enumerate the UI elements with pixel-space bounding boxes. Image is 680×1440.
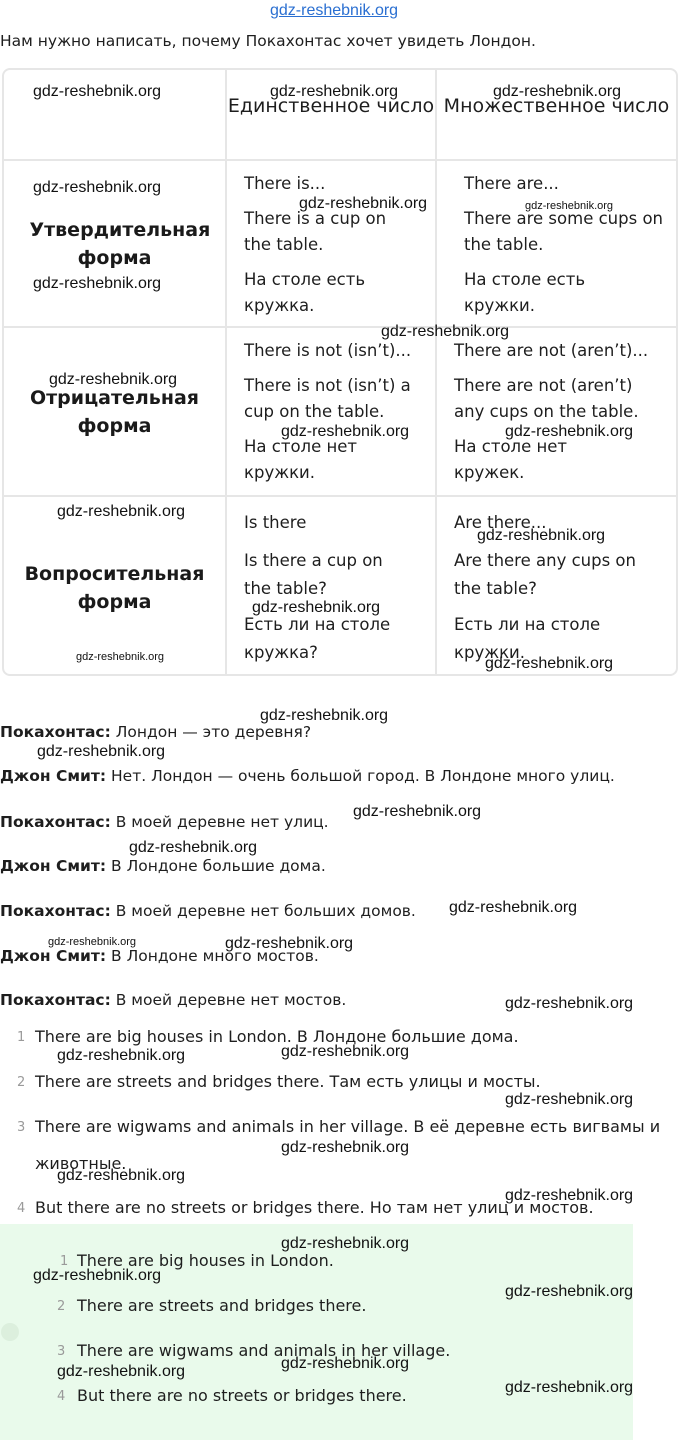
- dialogue-line: [0, 813, 329, 831]
- plural-cell: [437, 497, 676, 676]
- pattern: There is...: [244, 174, 326, 193]
- pattern: There are...: [464, 174, 559, 193]
- final-answer-text: There are big houses in London.: [77, 1251, 334, 1270]
- watermark: gdz-reshebnik.org: [281, 1235, 410, 1252]
- example-ru: Есть ли на столе кружка?: [244, 615, 391, 662]
- watermark: gdz-reshebnik.org: [281, 423, 410, 440]
- watermark: gdz-reshebnik.org: [270, 83, 399, 100]
- example-en: There are not (aren’t) any cups on the table.: [454, 376, 639, 421]
- form-cell: [4, 497, 227, 676]
- watermark: gdz-reshebnik.org: [299, 195, 428, 212]
- form-name-affirmative: Утвердительная форма: [29, 218, 211, 269]
- example-en: There is not (isn’t) a cup on the table.: [244, 376, 411, 421]
- watermark: gdz-reshebnik.org: [260, 707, 389, 724]
- pattern: There are not (aren’t)...: [454, 341, 649, 360]
- watermark: gdz-reshebnik.org: [505, 1091, 634, 1108]
- example-en: Are there any cups on the table?: [454, 551, 636, 598]
- singular-cell: [227, 328, 437, 495]
- watermark: gdz-reshebnik.org: [493, 83, 622, 100]
- form-name-question: Вопросительная форма: [24, 562, 205, 613]
- intro-text: Нам нужно написать, почему Покахонтас хочет увидеть Лондон.: [0, 32, 536, 50]
- watermark: gdz-reshebnik.org: [505, 1187, 634, 1204]
- answer-number: 1: [17, 1030, 26, 1045]
- watermark: gdz-reshebnik.org: [353, 803, 482, 820]
- line-text: В Лондоне большие дома.: [106, 857, 326, 875]
- answer-number: 4: [17, 1201, 26, 1216]
- form-cell: [4, 328, 227, 495]
- final-answer-text: There are streets and bridges there.: [77, 1296, 367, 1315]
- watermark: gdz-reshebnik.org: [57, 503, 186, 520]
- watermark: gdz-reshebnik.org: [381, 323, 510, 340]
- watermark-top-link[interactable]: gdz-reshebnik.org: [270, 2, 399, 19]
- watermark: gdz-reshebnik.org: [485, 655, 614, 672]
- speaker: Покахонтас:: [0, 813, 111, 831]
- watermark: gdz-reshebnik.org: [76, 651, 165, 663]
- answer-number: 2: [17, 1075, 26, 1090]
- watermark: gdz-reshebnik.org: [505, 1283, 634, 1300]
- speaker: Покахонтас:: [0, 991, 111, 1009]
- speaker: Джон Смит:: [0, 857, 107, 875]
- answer-text: There are streets and bridges there. Там есть улицы и мосты.: [35, 1072, 541, 1091]
- watermark: gdz-reshebnik.org: [33, 83, 162, 100]
- speaker: Покахонтас:: [0, 902, 111, 920]
- plural-cell: [437, 161, 676, 326]
- line-text: В моей деревне нет больших домов.: [110, 902, 416, 920]
- dialogue-line: [0, 857, 326, 875]
- final-answer-number: 1: [60, 1254, 69, 1269]
- dialogue-line: [0, 902, 416, 920]
- final-answer-number: 3: [57, 1344, 66, 1359]
- watermark: gdz-reshebnik.org: [449, 899, 578, 916]
- watermark: gdz-reshebnik.org: [281, 1355, 410, 1372]
- watermark: gdz-reshebnik.org: [525, 200, 614, 212]
- watermark: gdz-reshebnik.org: [33, 179, 162, 196]
- watermark: gdz-reshebnik.org: [505, 1379, 634, 1396]
- example-en: There are some cups on the table.: [464, 209, 663, 254]
- header-plural: Множественное число: [443, 95, 670, 117]
- pattern: There is not (isn’t)...: [244, 341, 412, 360]
- line-text: В моей деревне нет мостов.: [110, 991, 347, 1009]
- example-en: Is there a cup on the table?: [244, 551, 383, 598]
- play-icon[interactable]: [1, 1323, 19, 1341]
- singular-cell: [227, 497, 437, 676]
- answer-text: There are wigwams and animals in her village. В её деревне есть вигвамы и животные.: [35, 1117, 661, 1173]
- answer-text: But there are no streets or bridges there. Но там нет улиц и мостов.: [35, 1198, 594, 1217]
- answer-number: 3: [17, 1120, 26, 1135]
- example-ru: На столе нет кружки.: [244, 437, 358, 482]
- dialogue-line: [0, 767, 615, 785]
- speaker: Покахонтас:: [0, 723, 111, 741]
- watermark: gdz-reshebnik.org: [57, 1363, 186, 1380]
- final-answer-text: There are wigwams and animals in her village.: [77, 1341, 451, 1360]
- watermark: gdz-reshebnik.org: [281, 1139, 410, 1156]
- line-text: Лондон — это деревня?: [110, 723, 312, 741]
- pattern: Is there: [244, 513, 307, 532]
- watermark: gdz-reshebnik.org: [505, 423, 634, 440]
- line-text: В Лондоне много мостов.: [106, 947, 319, 965]
- watermark: gdz-reshebnik.org: [252, 599, 381, 616]
- watermark: gdz-reshebnik.org: [505, 995, 634, 1012]
- final-answer-number: 4: [57, 1389, 66, 1404]
- dialogue-line: [0, 991, 346, 1009]
- dialogue-line: [0, 723, 311, 741]
- watermark: gdz-reshebnik.org: [129, 839, 258, 856]
- table-row-question: [4, 497, 676, 676]
- example-en: There is a cup on the table.: [244, 209, 387, 254]
- form-name-negative: Отрицательная форма: [30, 386, 199, 437]
- final-answer-text: But there are no streets or bridges there.: [77, 1386, 407, 1405]
- speaker: Джон Смит:: [0, 947, 107, 965]
- watermark: gdz-reshebnik.org: [37, 743, 166, 760]
- line-text: В моей деревне нет улиц.: [110, 813, 329, 831]
- example-ru: На столе есть кружки.: [464, 270, 586, 315]
- table-row-negative: [4, 328, 676, 497]
- plural-cell: [437, 328, 676, 495]
- watermark: gdz-reshebnik.org: [33, 275, 162, 292]
- example-ru: На столе есть кружка.: [244, 270, 366, 315]
- watermark: gdz-reshebnik.org: [281, 1043, 410, 1060]
- watermark: gdz-reshebnik.org: [57, 1047, 186, 1064]
- watermark: gdz-reshebnik.org: [57, 1167, 186, 1184]
- speaker: Джон Смит:: [0, 767, 107, 785]
- watermark: gdz-reshebnik.org: [225, 935, 354, 952]
- answer-text: There are big houses in London. В Лондоне большие дома.: [35, 1027, 519, 1046]
- example-ru: На столе нет кружек.: [454, 437, 568, 482]
- example-ru: Есть ли на столе кружки.: [454, 615, 601, 662]
- header-singular: Единственное число: [227, 95, 435, 117]
- line-text: Нет. Лондон — очень большой город. В Лондоне много улиц.: [106, 767, 615, 785]
- watermark: gdz-reshebnik.org: [477, 527, 606, 544]
- watermark: gdz-reshebnik.org: [49, 371, 178, 388]
- singular-cell: [227, 161, 437, 326]
- watermark: gdz-reshebnik.org: [48, 936, 137, 948]
- watermark: gdz-reshebnik.org: [33, 1267, 162, 1284]
- pattern: Are there...: [454, 513, 547, 532]
- final-answer-number: 2: [57, 1299, 66, 1314]
